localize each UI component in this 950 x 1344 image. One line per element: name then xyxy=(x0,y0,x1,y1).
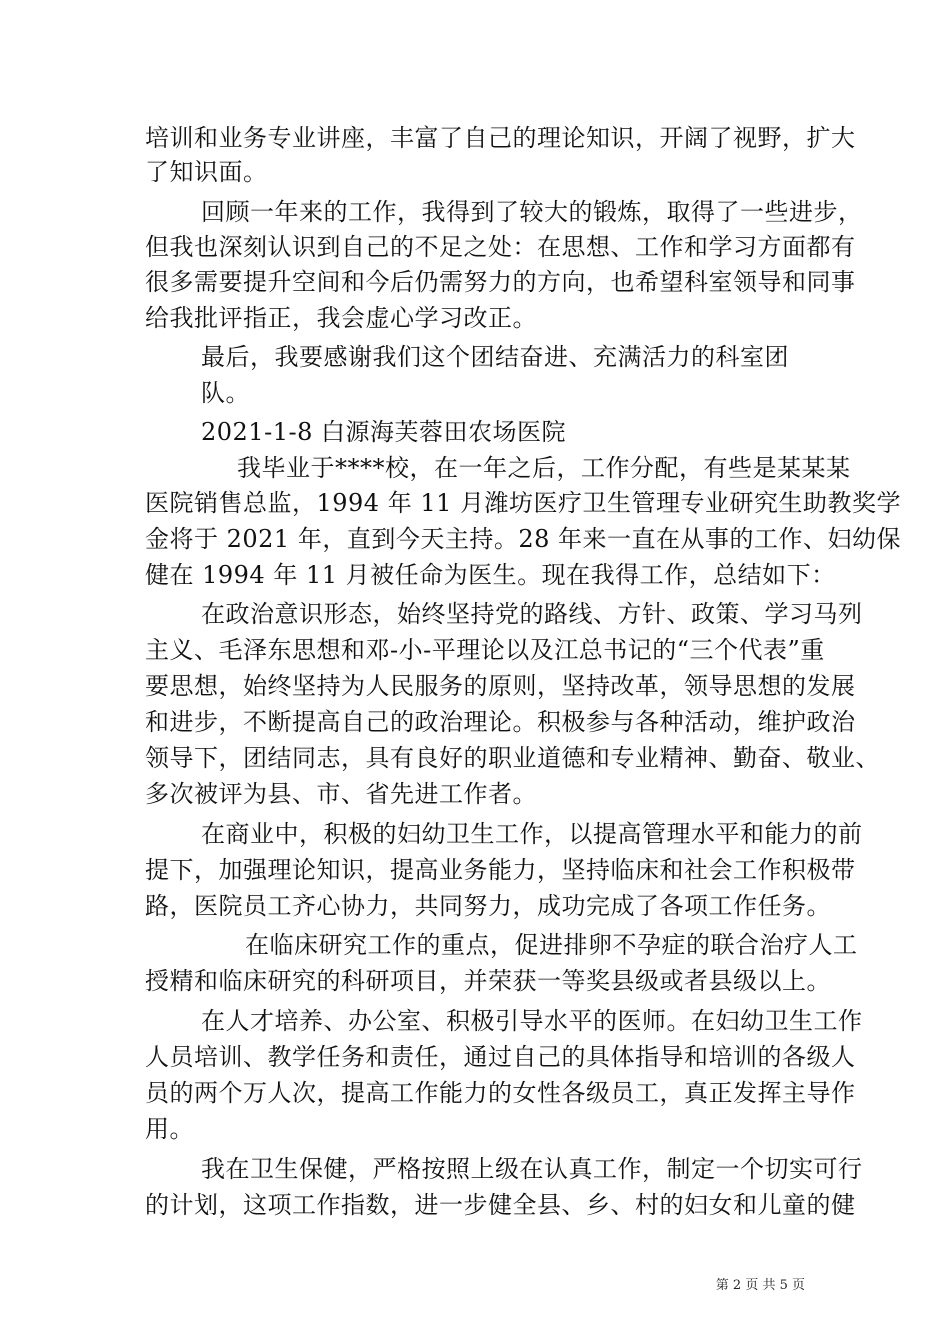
text-line: 主义、毛泽东思想和邓-小-平理论以及江总书记的“三个代表”重 xyxy=(145,636,825,664)
text-line: 提下，加强理论知识，提高业务能力，坚持临床和社会工作积极带 xyxy=(145,856,856,884)
text-line: 的计划，这项工作指数，进一步健全县、乡、村的妇女和儿童的健 xyxy=(145,1191,856,1219)
text-line: 授精和临床研究的科研项目，并荣获一等奖县级或者县级以上。 xyxy=(145,967,831,995)
text-line: 我毕业于****校，在一年之后，工作分配，有些是某某某 xyxy=(237,454,851,482)
text-line: 了知识面。 xyxy=(145,158,268,186)
text-line: 多次被评为县、市、省先进工作者。 xyxy=(145,780,537,808)
text-line: 员的两个万人次，提高工作能力的女性各级员工，真正发挥主导作 xyxy=(145,1079,856,1107)
text-line: 在人才培养、办公室、积极引导水平的医师。在妇幼卫生工作 xyxy=(201,1007,863,1035)
text-line: 人员培训、教学任务和责任，通过自己的具体指导和培训的各级人 xyxy=(145,1043,856,1071)
text-line: 健在 1994 年 11 月被任命为医生。现在我得工作，总结如下： xyxy=(145,561,836,589)
text-line: 队。 xyxy=(201,379,250,407)
text-line: 在临床研究工作的重点，促进排卵不孕症的联合治疗人工 xyxy=(245,931,858,959)
text-line: 用。 xyxy=(145,1115,194,1143)
page-number: 第 2 页 共 5 页 xyxy=(715,1278,805,1293)
text-line: 但我也深刻认识到自己的不足之处：在思想、工作和学习方面都有 xyxy=(145,233,856,261)
text-line: 2021-1-8 白源海芙蓉田农场医院 xyxy=(201,418,566,446)
text-line: 在政治意识形态，始终坚持党的路线、方针、政策、学习马列 xyxy=(201,600,863,628)
text-line: 我在卫生保健，严格按照上级在认真工作，制定一个切实可行 xyxy=(201,1155,863,1183)
text-line: 医院销售总监，1994 年 11 月潍坊医疗卫生管理专业研究生助教奖学 xyxy=(145,489,902,517)
text-line: 给我批评指正，我会虚心学习改正。 xyxy=(145,304,537,332)
text-line: 金将于 2021 年，直到今天主持。28 年来一直在从事的工作、妇幼保 xyxy=(145,525,902,553)
text-line: 很多需要提升空间和今后仍需努力的方向，也希望科室领导和同事 xyxy=(145,268,856,296)
text-line: 要思想，始终坚持为人民服务的原则，坚持改革，领导思想的发展 xyxy=(145,672,856,700)
text-line: 最后，我要感谢我们这个团结奋进、充满活力的科室团 xyxy=(201,343,789,371)
text-line: 培训和业务专业讲座，丰富了自己的理论知识，开阔了视野，扩大 xyxy=(145,124,856,152)
text-line: 领导下，团结同志，具有良好的职业道德和专业精神、勤奋、敬业、 xyxy=(145,744,880,772)
text-line: 回顾一年来的工作，我得到了较大的锻炼，取得了一些进步， xyxy=(201,198,863,226)
text-line: 路，医院员工齐心协力，共同努力，成功完成了各项工作任务。 xyxy=(145,892,831,920)
text-line: 在商业中，积极的妇幼卫生工作，以提高管理水平和能力的前 xyxy=(201,820,863,848)
text-line: 和进步，不断提高自己的政治理论。积极参与各种活动，维护政治 xyxy=(145,708,856,736)
